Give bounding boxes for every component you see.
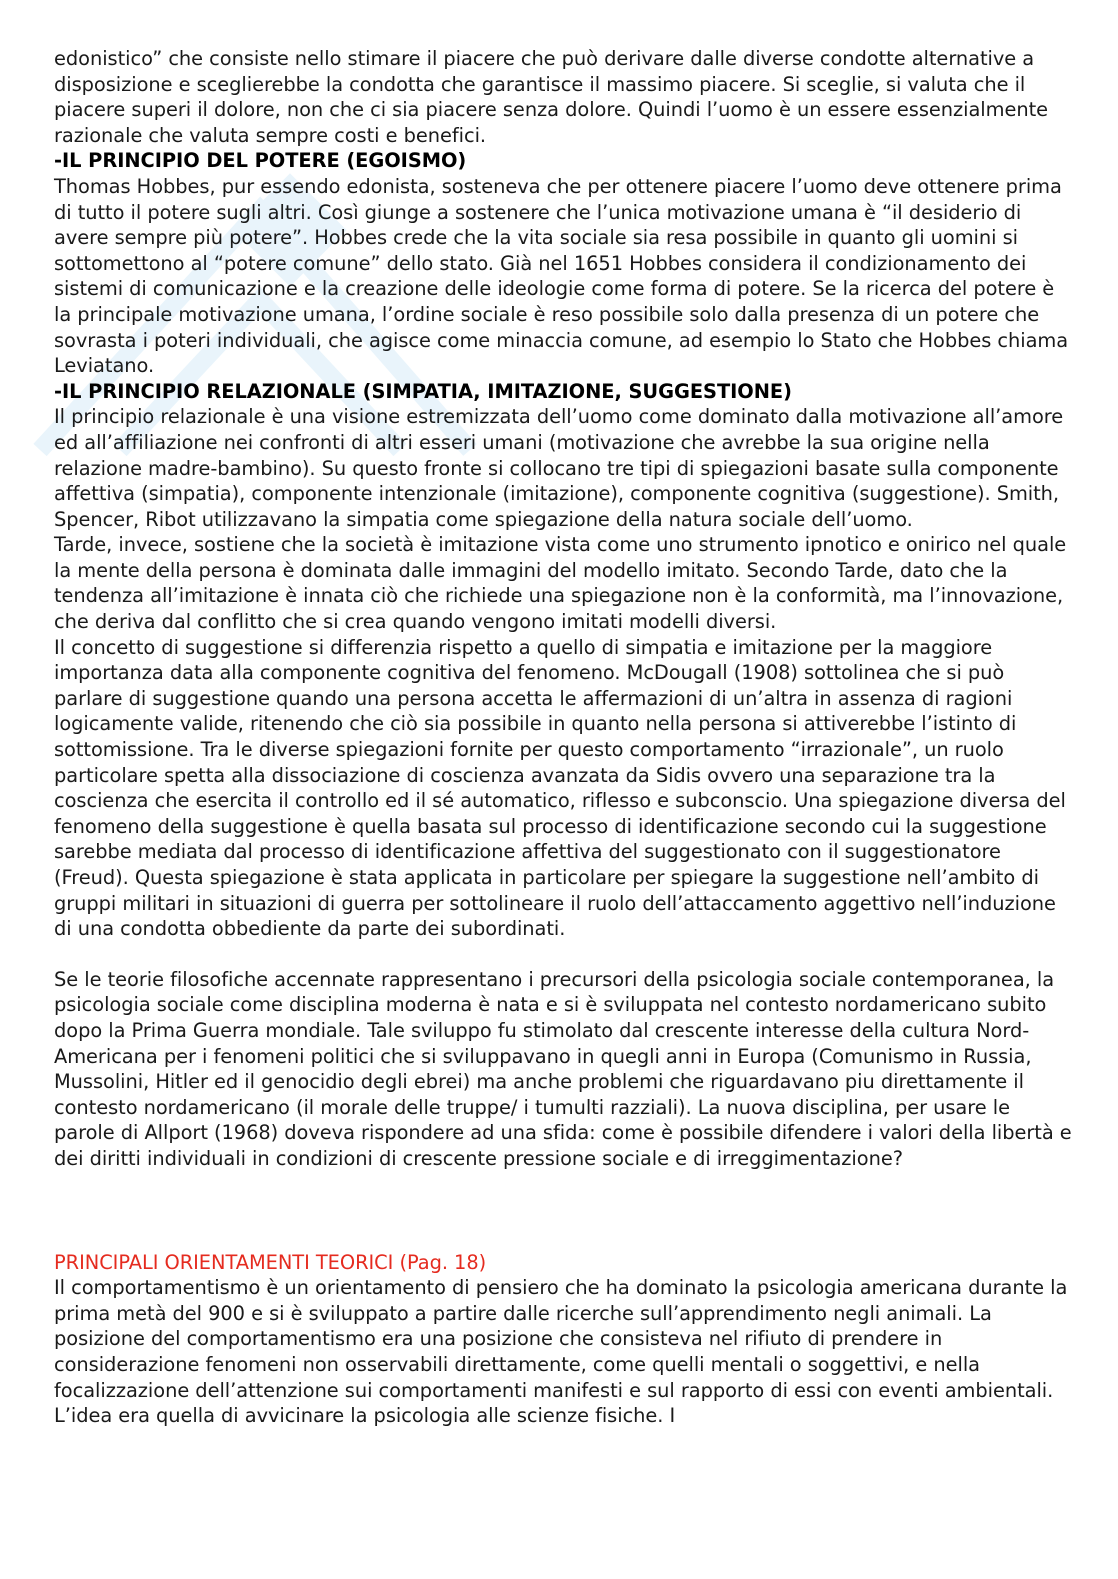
body-paragraph: Il concetto di suggestione si differenzia rispetto a quello di simpatia e imitazione per la maggiore importanza data alla componente cognitiva del fenomeno. McDougall (1908) sottolinea che si può parlare di suggestione quando una persona accetta le affermazioni di un’altra in assenza di ragioni logicamente valide, ritenendo che ciò sia possibile in quanto nella persona si attiverebbe l’istinto di sottomissione. Tra le diverse spiegazioni fornite per questo comportamento “irrazionale”, un ruolo particolare spetta alla dissociazione di coscienza avanzata da Sidis ovvero una separazione tra la coscienza che esercita il controllo ed il sé automatico, riflesso e subconscio. Una spiegazione diversa del fenomeno della suggestione è quella basata sul processo di identificazione secondo cui la suggestione sarebbe mediata dal processo di identificazione affettiva del suggestionato con il suggestionatore (Freud). Questa spiegazione è stata applicata in particolare per spiegare la suggestione nell’ambito di gruppi militari in situazioni di guerra per sottolineare il ruolo dell’attaccamento aggettivo nell’induzione di una condotta obbediente da parte dei subordinati. [54,635,1066,941]
body-paragraph: Tarde, invece, sostiene che la società è imitazione vista come uno strumento ipnotico e onirico nel quale la mente della persona è dominata dalle immagini del modello imitato. Secondo Tarde, dato che la tendenza all’imitazione è innata ciò che richiede una spiegazione non è la conformità, ma l’innovazione, che deriva dal conflitto che si crea quando vengono imitati modelli diversi. [54,533,1067,634]
body-paragraph: edonistico” che consiste nello stimare il piacere che può derivare dalle diverse condotte alternative a disposizione e sceglierebbe la condotta che garantisce il massimo piacere. Si sceglie, si valuta che il piacere superi il dolore, non che ci sia piacere senza dolore. Quindi l’uomo è un essere essenzialmente razionale che valuta sempre costi e benefici. [54,47,1049,147]
body-paragraph: Il comportamentismo è un orientamento di pensiero che ha dominato la psicologia americana durante la prima metà del 900 e si è sviluppato a partire dalle ricerche sull’apprendimento negli animali. La posizione del comportamentismo era una posizione che consisteva nel rifiuto di prendere in considerazione fenomeni non osservabili direttamente, come quelli mentali o soggettivi, e nella focalizzazione dell’attenzione sui comportamenti manifesti e sul rapporto di essi con eventi ambientali. L’idea era quella di avvicinare la psicologia alle scienze fisiche. I [54,1276,1068,1428]
body-paragraph: Il principio relazionale è una visione estremizzata dell’uomo come dominato dalla motivazione all’amore ed all’affiliazione nei confronti di altri esseri umani (motivazione che avrebbe la sua origine nella relazione madre-bambino). Su questo fronte si collocano tre tipi di spiegazioni basate sulla componente affettiva (simpatia), componente intenzionale (imitazione), componente cognitiva (suggestione). Smith, Spencer, Ribot utilizzavano la simpatia come spiegazione della natura sociale dell’uomo. [54,405,1064,531]
section-spacer [54,1172,1074,1250]
body-paragraph: Se le teorie filosofiche accennate rappresentano i precursori della psicologia sociale contemporanea, la psicologia sociale come disciplina moderna è nata e si è sviluppata nel contesto nordamericano subito dopo la Prima Guerra mondiale. Tale sviluppo fu stimolato dal crescente interesse della cultura Nord-Americana per i fenomeni politici che si sviluppavano in quegli anni in Europa (Comunismo in Russia, Mussolini, Hitler ed il genocidio degli ebrei) ma anche problemi che riguardavano piu direttamente il contesto nordamericano (il morale delle truppe/ i tumulti razziali). La nuova disciplina, per usare le parole di Allport (1968) doveva rispondere ad una sfida: come è possibile difendere i valori della libertà e dei diritti individuali in condizioni di crescente pressione sociale e di irreggimentazione? [54,967,1072,1170]
section-title: PRINCIPALI ORIENTAMENTI TEORICI (Pag. 18) [54,1250,487,1274]
subsection-heading: -IL PRINCIPIO RELAZIONALE (SIMPATIA, IMITAZIONE, SUGGESTIONE) [54,379,792,403]
body-paragraph: Thomas Hobbes, pur essendo edonista, sosteneva che per ottenere piacere l’uomo deve ottenere prima di tutto il potere sugli altri. Così giunge a sostenere che l’unica motivazione umana è “il desiderio di avere sempre più potere”. Hobbes crede che la vita sociale sia resa possibile in quanto gli uomini si sottomettono al “potere comune” dello stato. Già nel 1651 Hobbes considera il condizionamento dei sistemi di comunicazione e la creazione delle ideologie come forma di potere. Se la ricerca del potere è la principale motivazione umana, l’ordine sociale è reso possibile solo dalla presenza di un potere che sovrasta i poteri individuali, che agisce come minaccia comune, ad esempio lo Stato che Hobbes chiama Leviatano. [54,174,1069,378]
paragraph-spacer [54,942,1074,967]
document-page [54,46,1074,1429]
subsection-heading: -IL PRINCIPIO DEL POTERE (EGOISMO) [54,149,467,173]
